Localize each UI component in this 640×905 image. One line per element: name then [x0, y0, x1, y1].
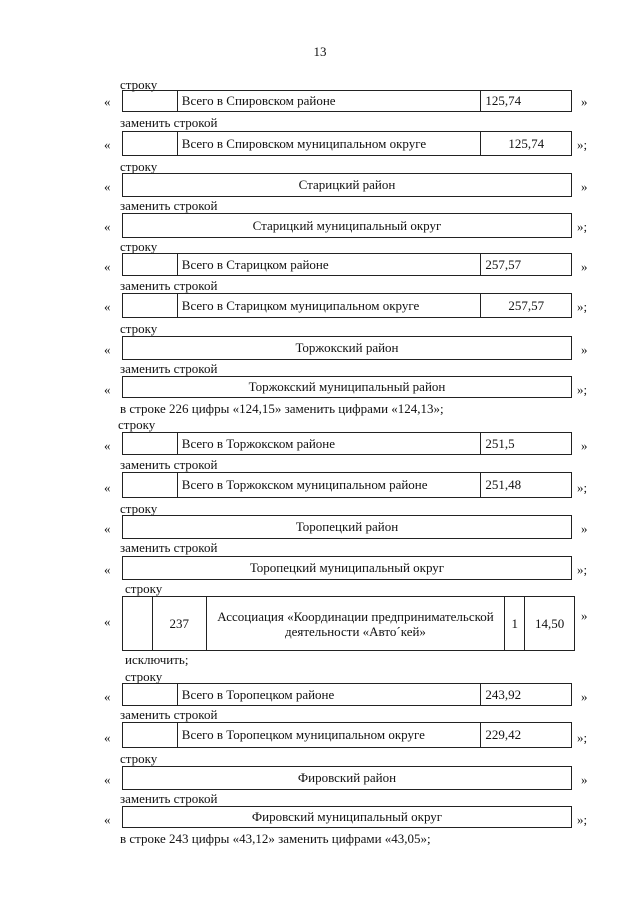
empty-cell — [123, 597, 153, 650]
row-name: Торжокский район — [295, 340, 399, 355]
table-row — [122, 766, 572, 790]
row-value: 14,50 — [534, 615, 565, 631]
line-label: строку — [120, 751, 158, 766]
row-name: Всего в Старицком муниципальном округе — [178, 294, 482, 317]
replace-label: заменить строкой — [120, 198, 218, 213]
page-number: 13 — [313, 44, 327, 59]
row-name: Старицкий район — [298, 177, 396, 192]
table-row — [122, 131, 572, 156]
open-quote: « — [104, 137, 111, 152]
open-quote: « — [104, 562, 111, 577]
row-value: 257,57 — [485, 256, 522, 272]
table-row — [122, 596, 575, 651]
table-row — [122, 376, 572, 398]
empty-cell — [123, 132, 178, 155]
table-row — [122, 806, 572, 828]
close-quote: »; — [577, 382, 588, 397]
empty-cell — [123, 433, 178, 454]
open-quote: « — [104, 219, 111, 234]
line-label: строку — [118, 417, 156, 432]
replace-label: заменить строкой — [120, 361, 218, 376]
replace-label: заменить строкой — [120, 540, 218, 555]
row-value: 229,42 — [485, 727, 522, 742]
open-quote: « — [104, 480, 111, 495]
open-quote: « — [104, 689, 111, 704]
row-name: Старицкий муниципальный округ — [252, 217, 442, 233]
close-quote: »; — [577, 137, 588, 152]
row-name: Торопецкий муниципальный округ — [249, 560, 445, 575]
exclude-label: исключить; — [125, 652, 189, 667]
row-name: Всего в Спировском районе — [178, 91, 482, 111]
open-quote: « — [104, 382, 111, 397]
table-row — [122, 90, 572, 112]
table-row — [122, 293, 572, 318]
row-number: 237 — [153, 597, 207, 650]
open-quote: « — [104, 614, 111, 629]
line-label: строку — [120, 159, 158, 174]
row-value: 251,5 — [485, 435, 515, 451]
row-value: 125,74 — [508, 135, 545, 151]
empty-cell — [123, 473, 178, 497]
row-name: Фировский муниципальный округ — [251, 809, 443, 824]
empty-cell — [123, 91, 178, 111]
close-quote: »; — [577, 730, 588, 745]
note-line: в строке 226 цифры «124,15» заменить цифрами «124,13»; — [120, 401, 444, 416]
row-name: Всего в Торопецком районе — [178, 684, 482, 705]
close-quote: » — [581, 521, 588, 536]
empty-cell — [123, 723, 178, 747]
close-quote: » — [581, 94, 588, 109]
close-quote: » — [581, 342, 588, 357]
table-row — [122, 432, 572, 455]
close-quote: » — [581, 689, 588, 704]
table-row — [122, 336, 572, 360]
row-name: Торопецкий район — [295, 519, 399, 534]
line-label: строку — [120, 77, 158, 92]
open-quote: « — [104, 299, 111, 314]
table-row — [122, 173, 572, 197]
row-name: Всего в Торжокском муниципальном районе — [178, 473, 482, 497]
line-label: строку — [125, 669, 163, 684]
row-name: Ассоциация «Координации предпринимательской деятельности «Авто´кей» — [207, 597, 506, 650]
table-row — [122, 722, 572, 748]
row-name: Торжокский муниципальный район — [248, 379, 446, 394]
empty-cell — [123, 254, 178, 275]
open-quote: « — [104, 812, 111, 827]
close-quote: »; — [577, 562, 588, 577]
open-quote: « — [104, 179, 111, 194]
line-label: строку — [120, 239, 158, 254]
row-name: Всего в Спировском муниципальном округе — [178, 132, 482, 155]
row-name: Всего в Старицком районе — [178, 254, 482, 275]
empty-cell — [123, 294, 178, 317]
row-count: 1 — [505, 597, 525, 650]
close-quote: »; — [577, 812, 588, 827]
table-row — [122, 683, 572, 706]
table-row — [122, 515, 572, 539]
close-quote: » — [581, 608, 588, 623]
table-row — [122, 253, 572, 276]
line-label: строку — [120, 321, 158, 336]
open-quote: « — [104, 94, 111, 109]
close-quote: » — [581, 438, 588, 453]
close-quote: » — [581, 259, 588, 274]
open-quote: « — [104, 259, 111, 274]
row-name: Всего в Торопецком муниципальном округе — [178, 723, 482, 747]
row-value: 125,74 — [485, 93, 522, 108]
line-label: строку — [125, 581, 163, 596]
replace-label: заменить строкой — [120, 278, 218, 293]
open-quote: « — [104, 521, 111, 536]
open-quote: « — [104, 438, 111, 453]
replace-label: заменить строкой — [120, 457, 218, 472]
close-quote: » — [581, 179, 588, 194]
table-row — [122, 556, 572, 580]
open-quote: « — [104, 772, 111, 787]
open-quote: « — [104, 342, 111, 357]
close-quote: » — [581, 772, 588, 787]
row-value: 257,57 — [508, 297, 545, 313]
replace-label: заменить строкой — [120, 791, 218, 806]
line-label: строку — [120, 501, 158, 516]
close-quote: »; — [577, 299, 588, 314]
row-value: 243,92 — [485, 686, 522, 702]
replace-label: заменить строкой — [120, 707, 218, 722]
open-quote: « — [104, 730, 111, 745]
table-row — [122, 472, 572, 498]
note-line: в строке 243 цифры «43,12» заменить цифрами «43,05»; — [120, 831, 431, 846]
row-value: 251,48 — [485, 477, 522, 492]
close-quote: »; — [577, 480, 588, 495]
empty-cell — [123, 684, 178, 705]
close-quote: »; — [577, 219, 588, 234]
replace-label: заменить строкой — [120, 115, 218, 130]
row-name: Фировский район — [297, 770, 397, 785]
table-row — [122, 213, 572, 238]
row-name: Всего в Торжокском районе — [178, 433, 482, 454]
